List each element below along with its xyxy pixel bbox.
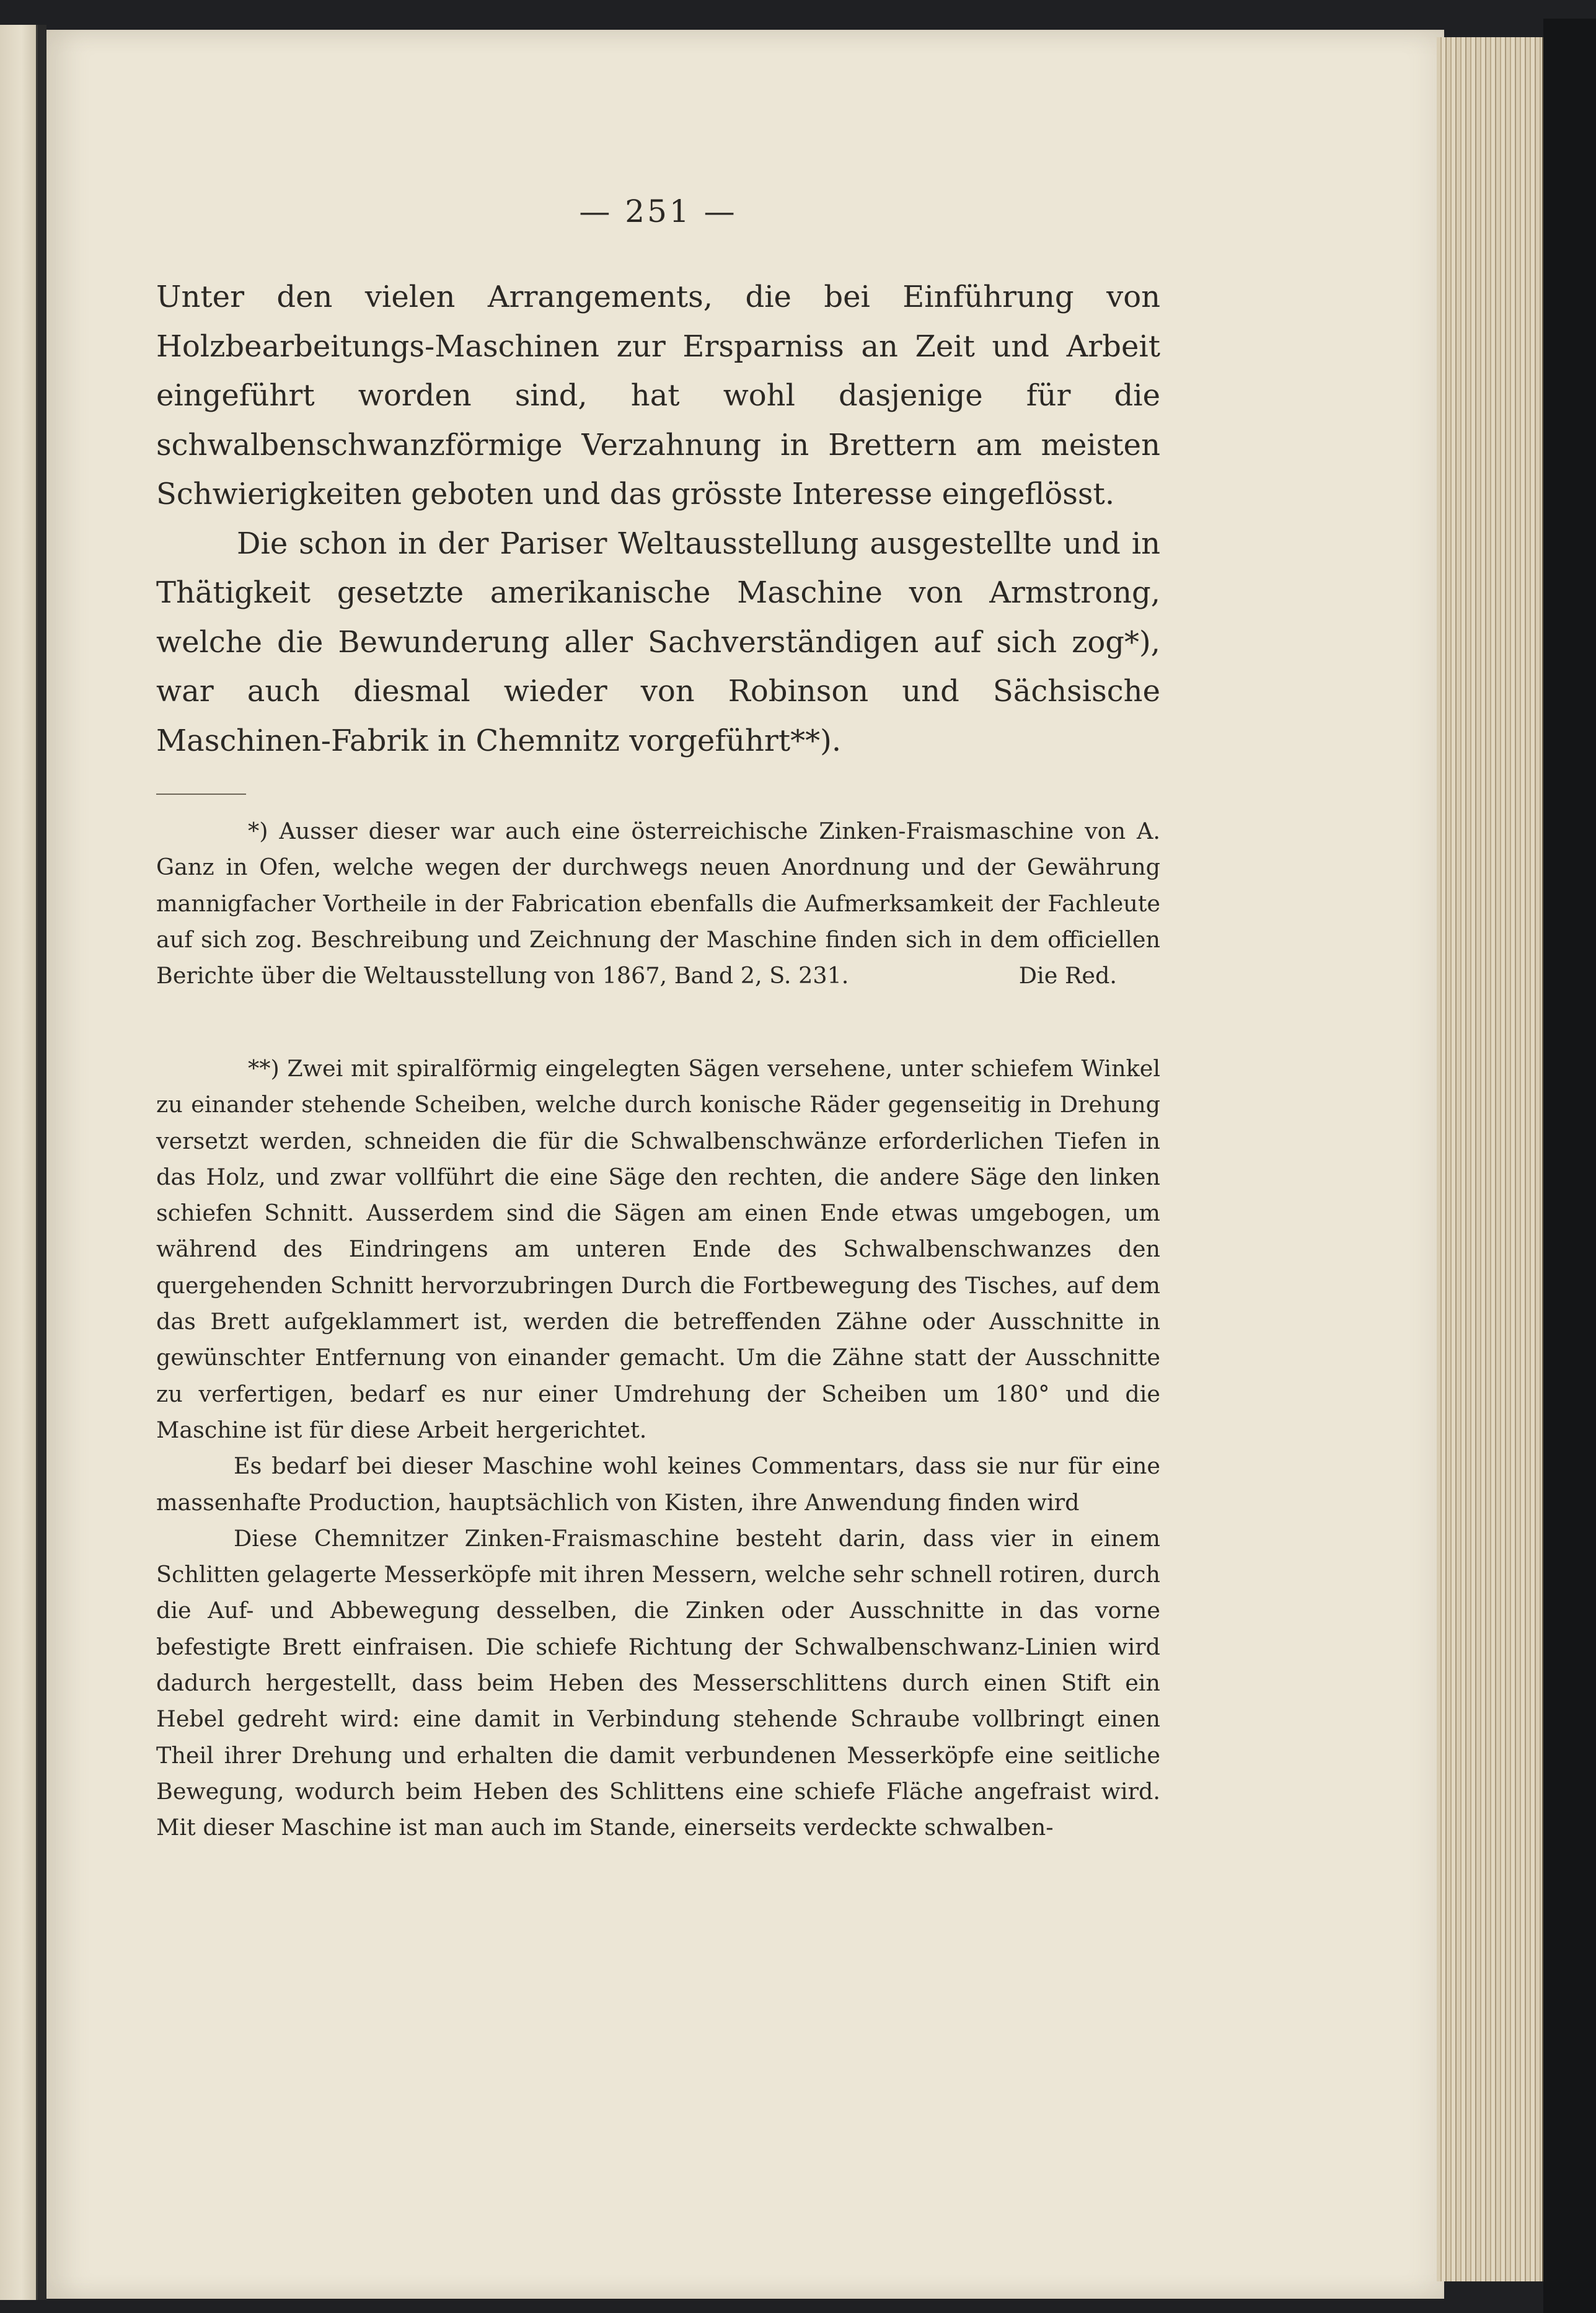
book-cover-edge (1543, 19, 1596, 2313)
book-gutter (38, 25, 46, 2300)
footnote-1-text: *) Ausser dieser war auch eine österreichische Zinken-Fraismaschine von A. Ganz in Ofen, welche wegen der durchwegs neuen Anordnung und der Gewährung mannigfacher Vortheile in der Fabrication ebenfalls die Aufmerksamkeit der Fachleute auf sich zog. Beschreibung und Zeichnung der Maschine finden sich in dem officiellen Berichte über die Weltausstellung von 1867, Band 2, S. 231. (156, 818, 1160, 989)
footnote-separator (156, 794, 246, 795)
page-number: — 251 — (579, 193, 738, 229)
footnote-2-paragraph: Diese Chemnitzer Zinken-Fraismaschine besteht darin, dass vier in einem Schlitten gelagerte Messerköpfe mit ihren Messern, welche sehr schnell rotiren, durch die Auf- und Abbewegung desselben, die Zinken oder Ausschnitte in das vorne befestigte Brett einfraisen. Die schiefe Richtung der Schwalbenschwanz-Linien wird dadurch hergestellt, dass beim Heben des Messerschlittens durch einen Stift ein Hebel gedreht wird: eine damit in Verbindung stehende Schraube vollbringt einen Theil ihrer Drehung und erhalten die damit verbundenen Messerköpfe eine seitliche Bewegung, wodurch beim Heben des Schlittens eine schiefe Fläche angefraist wird. Mit dieser Maschine ist man auch im Stande, einerseits verdeckte schwalben- (156, 1524, 1160, 1841)
left-page-edge (0, 25, 38, 2300)
footnote-1 (156, 813, 1160, 994)
footnote-2 (156, 1051, 1160, 1846)
main-body (156, 273, 1160, 766)
body-paragraph: Unter den vielen Arrangements, die bei Einführung von Holzbearbeitungs-Maschinen zur Ersparniss an Zeit und Arbeit eingeführt worden sind, hat wohl dasjenige für die schwalbenschwanzförmige Verzahnung in Brettern am meisten Schwierigkeiten geboten und das grösste Interesse eingeflösst. (156, 280, 1160, 511)
footnote-2-paragraph: **) Zwei mit spiralförmig eingelegten Sägen versehene, unter schiefem Winkel zu einander stehende Scheiben, welche durch konische Räder gegenseitig in Drehung versetzt werden, schneiden die für die Schwalbenschwänze erforderlichen Tiefen in das Holz, und zwar vollführt die eine Säge den rechten, die andere Säge den linken schiefen Schnitt. Ausserdem sind die Sägen am einen Ende etwas umgebogen, um während des Eindringens am unteren Ende des Schwalbenschwanzes den quergehenden Schnitt hervorzubringen Durch die Fortbewegung des Tisches, auf dem das Brett aufgeklammert ist, werden die betreffenden Zähne oder Ausschnitte in gewünschter Entfernung von einander gemacht. Um die Zähne statt der Ausschnitte zu verfertigen, bedarf es nur einer Umdrehung der Scheiben um 180° und die Maschine ist für diese Arbeit hergerichtet. (156, 1055, 1160, 1443)
footnote-2-paragraph: Es bedarf bei dieser Maschine wohl keines Commentars, dass sie nur für eine massenhafte Production, hauptsächlich von Kisten, ihre Anwendung finden wird (156, 1453, 1160, 1516)
footnote-1-signature: Die Red. (1018, 962, 1117, 989)
body-paragraph: Die schon in der Pariser Weltausstellung ausgestellte und in Thätigkeit gesetzte amerikanische Maschine von Armstrong, welche die Bewunderung aller Sachverständigen auf sich zog*), war auch diesmal wieder von Robinson und Sächsische Maschinen-Fabrik in Chemnitz vorgeführt**). (156, 526, 1160, 758)
page-edges-stack (1437, 37, 1545, 2281)
